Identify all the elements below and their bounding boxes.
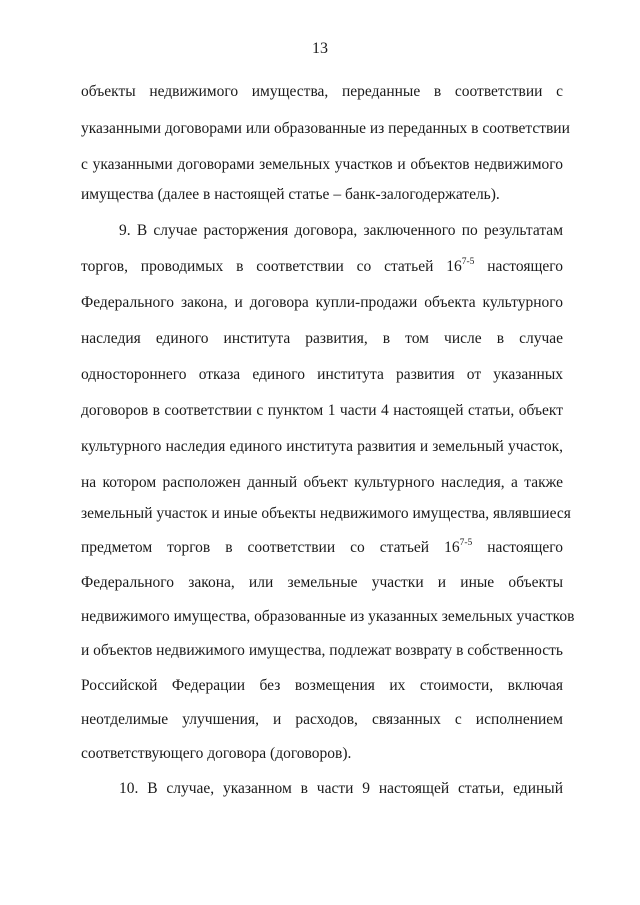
body-line: недвижимого имущества, образованные из указанных земельных участков [81, 608, 575, 625]
paragraph-9-first-line: 9. В случае расторжения договора, заключенного по результатам [119, 222, 563, 239]
body-line: объекты недвижимого имущества, переданные в соответствии с [81, 83, 563, 100]
body-line: культурного наследия единого института развития и земельный участок, [81, 438, 563, 455]
body-line: одностороннего отказа единого института развития от указанных [81, 366, 563, 383]
line-text: настоящего [474, 258, 563, 275]
paragraph-10-first-line: 10. В случае, указанном в части 9 настоящей статьи, единый [119, 780, 563, 797]
line-text: предметом торгов в соответствии со статьей 16 [81, 539, 460, 556]
body-line [81, 257, 563, 277]
body-line: указанными договорами или образованные из переданных в соответствии [81, 120, 570, 137]
body-line: неотделимые улучшения, и расходов, связанных с исполнением [81, 711, 563, 728]
body-line: наследия единого института развития, в том числе в случае [81, 330, 563, 347]
body-line: на котором расположен данный объект культурного наследия, а также [81, 474, 563, 491]
line-text: настоящего [472, 539, 563, 556]
body-line: договоров в соответствии с пунктом 1 части 4 настоящей статьи, объект [81, 402, 563, 419]
body-line: имущества (далее в настоящей статье – банк-залогодержатель). [81, 186, 500, 203]
superscript: 7-5 [461, 256, 475, 267]
body-line: соответствующего договора (договоров). [81, 745, 352, 762]
body-line: Российской Федерации без возмещения их стоимости, включая [81, 677, 563, 694]
body-line: с указанными договорами земельных участков и объектов недвижимого [81, 156, 563, 173]
body-line: земельный участок и иные объекты недвижимого имущества, являвшиеся [81, 505, 571, 522]
line-text: торгов, проводимых в соответствии со статьей 16 [81, 258, 462, 275]
body-line: Федерального закона, или земельные участки и иные объекты [81, 574, 563, 591]
body-line [81, 538, 563, 558]
body-line: и объектов недвижимого имущества, подлежат возврату в собственность [81, 642, 563, 659]
superscript: 7-5 [459, 537, 473, 548]
page-number: 13 [312, 40, 328, 57]
body-line: Федерального закона, и договора купли-продажи объекта культурного [81, 294, 563, 311]
